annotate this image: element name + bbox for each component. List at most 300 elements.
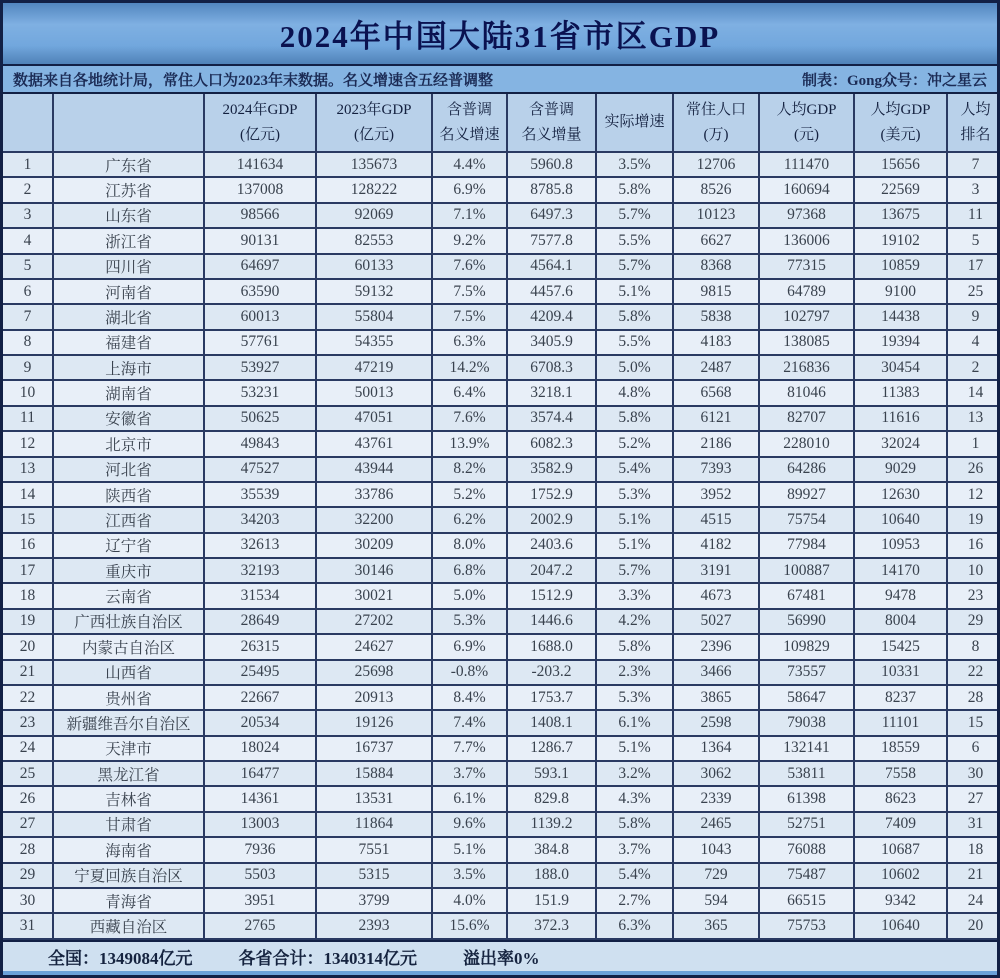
nominal-increase-cell: 188.0 — [507, 863, 596, 888]
per-capita-cny-cell: 136006 — [759, 228, 854, 253]
nominal-increase-cell: 8785.8 — [507, 177, 596, 202]
population-cell: 2186 — [673, 431, 759, 456]
gdp-2023-cell: 16737 — [316, 736, 432, 761]
per-capita-rank-cell: 15 — [947, 710, 997, 735]
population-cell: 8526 — [673, 177, 759, 202]
gdp-2023-cell: 32200 — [316, 507, 432, 532]
real-growth-cell: 3.3% — [596, 583, 673, 608]
rank-cell: 1 — [3, 152, 53, 177]
gdp-2023-cell: 59132 — [316, 279, 432, 304]
gdp-2024-cell: 32613 — [204, 533, 316, 558]
per-capita-cny-cell: 216836 — [759, 355, 854, 380]
gdp-table — [3, 94, 997, 940]
population-cell: 3865 — [673, 685, 759, 710]
header-line: (万) — [703, 126, 729, 143]
real-growth-cell: 5.8% — [596, 304, 673, 329]
rank-cell: 4 — [3, 228, 53, 253]
header-line: 2024年GDP — [222, 101, 298, 118]
gdp-2024-cell: 25495 — [204, 660, 316, 685]
table-row — [3, 482, 997, 507]
gdp-2023-cell: 27202 — [316, 609, 432, 634]
rank-cell: 18 — [3, 583, 53, 608]
per-capita-cny-cell: 52751 — [759, 812, 854, 837]
province-cell: 河北省 — [53, 457, 204, 482]
header-line: (亿元) — [240, 126, 280, 143]
gdp-2023-cell: 19126 — [316, 710, 432, 735]
real-growth-cell: 5.8% — [596, 634, 673, 659]
per-capita-rank-cell: 25 — [947, 279, 997, 304]
bottom-strip — [3, 971, 997, 975]
gdp-2024-cell: 2765 — [204, 913, 316, 939]
real-growth-cell: 3.7% — [596, 837, 673, 862]
province-cell: 西藏自治区 — [53, 913, 204, 939]
population-cell: 10123 — [673, 203, 759, 228]
table-row — [3, 304, 997, 329]
rank-cell: 23 — [3, 710, 53, 735]
gdp-2023-cell: 13531 — [316, 786, 432, 811]
per-capita-cny-cell: 77984 — [759, 533, 854, 558]
nominal-growth-cell: 7.7% — [432, 736, 507, 761]
gdp-2023-cell: 54355 — [316, 330, 432, 355]
gdp-2023-cell: 20913 — [316, 685, 432, 710]
gdp-2024-cell: 13003 — [204, 812, 316, 837]
subtitle-bar — [3, 66, 997, 94]
nominal-growth-cell: 15.6% — [432, 913, 507, 939]
nominal-increase-cell: 151.9 — [507, 888, 596, 913]
table-row — [3, 330, 997, 355]
population-cell: 7393 — [673, 457, 759, 482]
real-growth-cell: 5.1% — [596, 279, 673, 304]
gdp-2024-cell: 47527 — [204, 457, 316, 482]
table-row — [3, 355, 997, 380]
rank-cell: 6 — [3, 279, 53, 304]
gdp-2023-cell: 43761 — [316, 431, 432, 456]
real-growth-cell: 5.8% — [596, 177, 673, 202]
gdp-2024-cell: 64697 — [204, 254, 316, 279]
nominal-growth-cell: 7.5% — [432, 279, 507, 304]
table-row — [3, 863, 997, 888]
per-capita-cny-cell: 97368 — [759, 203, 854, 228]
population-cell: 3062 — [673, 761, 759, 786]
province-cell: 山西省 — [53, 660, 204, 685]
per-capita-rank-cell: 20 — [947, 913, 997, 939]
real-growth-cell: 5.7% — [596, 203, 673, 228]
population-cell: 4182 — [673, 533, 759, 558]
nominal-growth-cell: 6.2% — [432, 507, 507, 532]
real-growth-cell: 5.5% — [596, 228, 673, 253]
province-cell: 天津市 — [53, 736, 204, 761]
nominal-increase-cell: 3582.9 — [507, 457, 596, 482]
province-cell: 广东省 — [53, 152, 204, 177]
header-row — [3, 94, 997, 152]
nominal-growth-cell: 6.9% — [432, 634, 507, 659]
real-growth-cell: 6.1% — [596, 710, 673, 735]
rank-cell: 30 — [3, 888, 53, 913]
gdp-2024-cell: 16477 — [204, 761, 316, 786]
per-capita-cny-cell: 111470 — [759, 152, 854, 177]
province-cell: 甘肃省 — [53, 812, 204, 837]
header-line: 名义增速 — [439, 126, 500, 143]
per-capita-cny-cell: 53811 — [759, 761, 854, 786]
province-cell: 辽宁省 — [53, 533, 204, 558]
per-capita-cny-cell: 76088 — [759, 837, 854, 862]
nominal-increase-cell: 2403.6 — [507, 533, 596, 558]
gdp-2024-cell: 22667 — [204, 685, 316, 710]
population-cell: 2598 — [673, 710, 759, 735]
population-cell: 8368 — [673, 254, 759, 279]
rank-cell: 12 — [3, 431, 53, 456]
gdp-2024-cell: 32193 — [204, 558, 316, 583]
table-row — [3, 710, 997, 735]
nominal-growth-cell: -0.8% — [432, 660, 507, 685]
per-capita-rank-cell: 27 — [947, 786, 997, 811]
per-capita-cny-cell: 64789 — [759, 279, 854, 304]
nominal-increase-cell: 1408.1 — [507, 710, 596, 735]
per-capita-usd-cell: 9342 — [854, 888, 947, 913]
rank-cell: 20 — [3, 634, 53, 659]
nominal-growth-cell: 7.4% — [432, 710, 507, 735]
data-source-note: 数据来自各地统计局，常住人口为2023年末数据。名义增速含五经普调整 — [13, 72, 494, 89]
province-cell: 山东省 — [53, 203, 204, 228]
header-line: 人均 — [960, 101, 991, 118]
province-cell: 宁夏回族自治区 — [53, 863, 204, 888]
per-capita-cny-cell: 58647 — [759, 685, 854, 710]
table-body — [3, 152, 997, 939]
table-row — [3, 533, 997, 558]
real-growth-cell: 5.7% — [596, 558, 673, 583]
provinces-sum: 各省合计：1340314亿元 — [238, 949, 417, 968]
per-capita-rank-cell: 5 — [947, 228, 997, 253]
real-growth-cell: 5.2% — [596, 431, 673, 456]
national-total: 全国：1349084亿元 — [48, 949, 193, 968]
per-capita-usd-cell: 8004 — [854, 609, 947, 634]
gdp-2023-cell: 47219 — [316, 355, 432, 380]
per-capita-cny-cell: 66515 — [759, 888, 854, 913]
gdp-2023-cell: 30146 — [316, 558, 432, 583]
table-row — [3, 254, 997, 279]
gdp-2024-cell: 34203 — [204, 507, 316, 532]
nominal-increase-cell: 1752.9 — [507, 482, 596, 507]
population-cell: 5027 — [673, 609, 759, 634]
table-row — [3, 660, 997, 685]
per-capita-cny-cell: 75487 — [759, 863, 854, 888]
nominal-increase-cell: 1512.9 — [507, 583, 596, 608]
nominal-increase-cell: 384.8 — [507, 837, 596, 862]
per-capita-rank-cell: 29 — [947, 609, 997, 634]
table-header — [3, 94, 997, 152]
province-cell: 吉林省 — [53, 786, 204, 811]
nominal-increase-cell: 4209.4 — [507, 304, 596, 329]
column-header-gdp-2023 — [316, 94, 432, 152]
per-capita-rank-cell: 21 — [947, 863, 997, 888]
nominal-increase-cell: 3574.4 — [507, 406, 596, 431]
population-cell: 3191 — [673, 558, 759, 583]
population-cell: 365 — [673, 913, 759, 939]
province-cell: 新疆维吾尔自治区 — [53, 710, 204, 735]
per-capita-rank-cell: 7 — [947, 152, 997, 177]
author-credit: 制表：Gong众号：冲之星云 — [801, 72, 987, 89]
header-line: 常住人口 — [685, 101, 746, 118]
footer-bar — [3, 940, 997, 971]
column-header-province — [53, 94, 204, 152]
rank-cell: 5 — [3, 254, 53, 279]
population-cell: 1364 — [673, 736, 759, 761]
nominal-growth-cell: 9.6% — [432, 812, 507, 837]
per-capita-rank-cell: 18 — [947, 837, 997, 862]
real-growth-cell: 5.3% — [596, 685, 673, 710]
column-header-nominal-growth — [432, 94, 507, 152]
table-row — [3, 736, 997, 761]
header-line: 含普调 — [528, 101, 574, 118]
gdp-2023-cell: 135673 — [316, 152, 432, 177]
per-capita-rank-cell: 16 — [947, 533, 997, 558]
real-growth-cell: 5.7% — [596, 254, 673, 279]
nominal-growth-cell: 5.1% — [432, 837, 507, 862]
nominal-increase-cell: 6082.3 — [507, 431, 596, 456]
gdp-2024-cell: 57761 — [204, 330, 316, 355]
per-capita-rank-cell: 6 — [947, 736, 997, 761]
table-row — [3, 152, 997, 177]
real-growth-cell: 5.5% — [596, 330, 673, 355]
population-cell: 12706 — [673, 152, 759, 177]
per-capita-rank-cell: 26 — [947, 457, 997, 482]
nominal-increase-cell: 1753.7 — [507, 685, 596, 710]
nominal-growth-cell: 7.1% — [432, 203, 507, 228]
table-row — [3, 812, 997, 837]
province-cell: 河南省 — [53, 279, 204, 304]
gdp-2023-cell: 24627 — [316, 634, 432, 659]
gdp-2024-cell: 137008 — [204, 177, 316, 202]
province-cell: 广西壮族自治区 — [53, 609, 204, 634]
rank-cell: 19 — [3, 609, 53, 634]
province-cell: 内蒙古自治区 — [53, 634, 204, 659]
table-row — [3, 507, 997, 532]
real-growth-cell: 5.1% — [596, 507, 673, 532]
rank-cell: 14 — [3, 482, 53, 507]
per-capita-usd-cell: 10640 — [854, 507, 947, 532]
per-capita-usd-cell: 13675 — [854, 203, 947, 228]
nominal-growth-cell: 14.2% — [432, 355, 507, 380]
table-row — [3, 609, 997, 634]
province-cell: 湖北省 — [53, 304, 204, 329]
table-row — [3, 228, 997, 253]
nominal-increase-cell: 372.3 — [507, 913, 596, 939]
real-growth-cell: 4.8% — [596, 380, 673, 405]
per-capita-rank-cell: 9 — [947, 304, 997, 329]
table-container — [3, 94, 997, 940]
nominal-growth-cell: 6.8% — [432, 558, 507, 583]
nominal-increase-cell: 1688.0 — [507, 634, 596, 659]
gdp-2023-cell: 55804 — [316, 304, 432, 329]
population-cell: 6627 — [673, 228, 759, 253]
nominal-growth-cell: 7.6% — [432, 406, 507, 431]
per-capita-cny-cell: 61398 — [759, 786, 854, 811]
real-growth-cell: 5.4% — [596, 863, 673, 888]
per-capita-rank-cell: 8 — [947, 634, 997, 659]
province-cell: 黑龙江省 — [53, 761, 204, 786]
table-row — [3, 203, 997, 228]
column-header-per-capita-usd — [854, 94, 947, 152]
rank-cell: 13 — [3, 457, 53, 482]
per-capita-rank-cell: 10 — [947, 558, 997, 583]
nominal-growth-cell: 4.4% — [432, 152, 507, 177]
population-cell: 2339 — [673, 786, 759, 811]
rank-cell: 16 — [3, 533, 53, 558]
nominal-growth-cell: 6.9% — [432, 177, 507, 202]
nominal-increase-cell: 2002.9 — [507, 507, 596, 532]
per-capita-usd-cell: 15656 — [854, 152, 947, 177]
nominal-growth-cell: 7.5% — [432, 304, 507, 329]
gdp-2024-cell: 28649 — [204, 609, 316, 634]
header-line: (美元) — [880, 126, 921, 143]
table-row — [3, 279, 997, 304]
table-row — [3, 558, 997, 583]
table-row — [3, 685, 997, 710]
per-capita-rank-cell: 23 — [947, 583, 997, 608]
table-row — [3, 786, 997, 811]
per-capita-cny-cell: 82707 — [759, 406, 854, 431]
header-line: 含普调 — [446, 101, 492, 118]
real-growth-cell: 5.1% — [596, 736, 673, 761]
gdp-2023-cell: 92069 — [316, 203, 432, 228]
per-capita-usd-cell: 12630 — [854, 482, 947, 507]
per-capita-rank-cell: 24 — [947, 888, 997, 913]
province-cell: 安徽省 — [53, 406, 204, 431]
header-line: (亿元) — [354, 126, 394, 143]
population-cell: 594 — [673, 888, 759, 913]
gdp-2024-cell: 3951 — [204, 888, 316, 913]
rank-cell: 10 — [3, 380, 53, 405]
nominal-increase-cell: 4457.6 — [507, 279, 596, 304]
real-growth-cell: 2.7% — [596, 888, 673, 913]
header-line: 2023年GDP — [336, 101, 412, 118]
real-growth-cell: 6.3% — [596, 913, 673, 939]
nominal-growth-cell: 6.4% — [432, 380, 507, 405]
gdp-2023-cell: 60133 — [316, 254, 432, 279]
rank-cell: 21 — [3, 660, 53, 685]
gdp-2023-cell: 5315 — [316, 863, 432, 888]
nominal-growth-cell: 5.3% — [432, 609, 507, 634]
per-capita-usd-cell: 7558 — [854, 761, 947, 786]
nominal-increase-cell: 1446.6 — [507, 609, 596, 634]
per-capita-usd-cell: 9100 — [854, 279, 947, 304]
province-cell: 北京市 — [53, 431, 204, 456]
nominal-increase-cell: 829.8 — [507, 786, 596, 811]
province-cell: 上海市 — [53, 355, 204, 380]
per-capita-usd-cell: 10331 — [854, 660, 947, 685]
gdp-2023-cell: 50013 — [316, 380, 432, 405]
per-capita-cny-cell: 138085 — [759, 330, 854, 355]
nominal-growth-cell: 6.3% — [432, 330, 507, 355]
header-line: 人均GDP — [870, 101, 931, 118]
rank-cell: 17 — [3, 558, 53, 583]
nominal-growth-cell: 3.5% — [432, 863, 507, 888]
per-capita-usd-cell: 10953 — [854, 533, 947, 558]
nominal-increase-cell: 593.1 — [507, 761, 596, 786]
gdp-2024-cell: 20534 — [204, 710, 316, 735]
per-capita-cny-cell: 160694 — [759, 177, 854, 202]
per-capita-rank-cell: 22 — [947, 660, 997, 685]
rank-cell: 26 — [3, 786, 53, 811]
per-capita-rank-cell: 2 — [947, 355, 997, 380]
nominal-growth-cell: 4.0% — [432, 888, 507, 913]
table-row — [3, 888, 997, 913]
rank-cell: 2 — [3, 177, 53, 202]
population-cell: 4515 — [673, 507, 759, 532]
rank-cell: 11 — [3, 406, 53, 431]
table-row — [3, 634, 997, 659]
rank-cell: 15 — [3, 507, 53, 532]
per-capita-usd-cell: 15425 — [854, 634, 947, 659]
table-row — [3, 913, 997, 939]
table-row — [3, 431, 997, 456]
nominal-growth-cell: 5.0% — [432, 583, 507, 608]
nominal-increase-cell: -203.2 — [507, 660, 596, 685]
rank-cell: 27 — [3, 812, 53, 837]
column-header-real-growth — [596, 94, 673, 152]
rank-cell: 28 — [3, 837, 53, 862]
gdp-2024-cell: 50625 — [204, 406, 316, 431]
gdp-2023-cell: 43944 — [316, 457, 432, 482]
nominal-growth-cell: 3.7% — [432, 761, 507, 786]
province-cell: 浙江省 — [53, 228, 204, 253]
per-capita-rank-cell: 4 — [947, 330, 997, 355]
header-line: (元) — [794, 126, 819, 143]
province-cell: 青海省 — [53, 888, 204, 913]
real-growth-cell: 3.2% — [596, 761, 673, 786]
column-header-gdp-2024 — [204, 94, 316, 152]
real-growth-cell: 5.8% — [596, 812, 673, 837]
per-capita-rank-cell: 12 — [947, 482, 997, 507]
gdp-2023-cell: 3799 — [316, 888, 432, 913]
rank-cell: 24 — [3, 736, 53, 761]
nominal-increase-cell: 3218.1 — [507, 380, 596, 405]
nominal-growth-cell: 13.9% — [432, 431, 507, 456]
per-capita-cny-cell: 132141 — [759, 736, 854, 761]
population-cell: 3466 — [673, 660, 759, 685]
real-growth-cell: 4.2% — [596, 609, 673, 634]
nominal-increase-cell: 3405.9 — [507, 330, 596, 355]
per-capita-usd-cell: 11383 — [854, 380, 947, 405]
gdp-2024-cell: 98566 — [204, 203, 316, 228]
province-cell: 江西省 — [53, 507, 204, 532]
gdp-2024-cell: 26315 — [204, 634, 316, 659]
table-row — [3, 457, 997, 482]
population-cell: 3952 — [673, 482, 759, 507]
per-capita-cny-cell: 228010 — [759, 431, 854, 456]
spillover-rate: 溢出率0% — [463, 949, 540, 968]
per-capita-usd-cell: 14438 — [854, 304, 947, 329]
per-capita-usd-cell: 30454 — [854, 355, 947, 380]
per-capita-usd-cell: 10602 — [854, 863, 947, 888]
gdp-2024-cell: 35539 — [204, 482, 316, 507]
province-cell: 云南省 — [53, 583, 204, 608]
per-capita-cny-cell: 77315 — [759, 254, 854, 279]
per-capita-usd-cell: 22569 — [854, 177, 947, 202]
per-capita-rank-cell: 28 — [947, 685, 997, 710]
rank-cell: 29 — [3, 863, 53, 888]
population-cell: 2487 — [673, 355, 759, 380]
gdp-2023-cell: 82553 — [316, 228, 432, 253]
rank-cell: 9 — [3, 355, 53, 380]
per-capita-usd-cell: 8237 — [854, 685, 947, 710]
gdp-2024-cell: 14361 — [204, 786, 316, 811]
gdp-2024-cell: 60013 — [204, 304, 316, 329]
real-growth-cell: 5.8% — [596, 406, 673, 431]
gdp-2023-cell: 7551 — [316, 837, 432, 862]
table-row — [3, 837, 997, 862]
per-capita-usd-cell: 11101 — [854, 710, 947, 735]
